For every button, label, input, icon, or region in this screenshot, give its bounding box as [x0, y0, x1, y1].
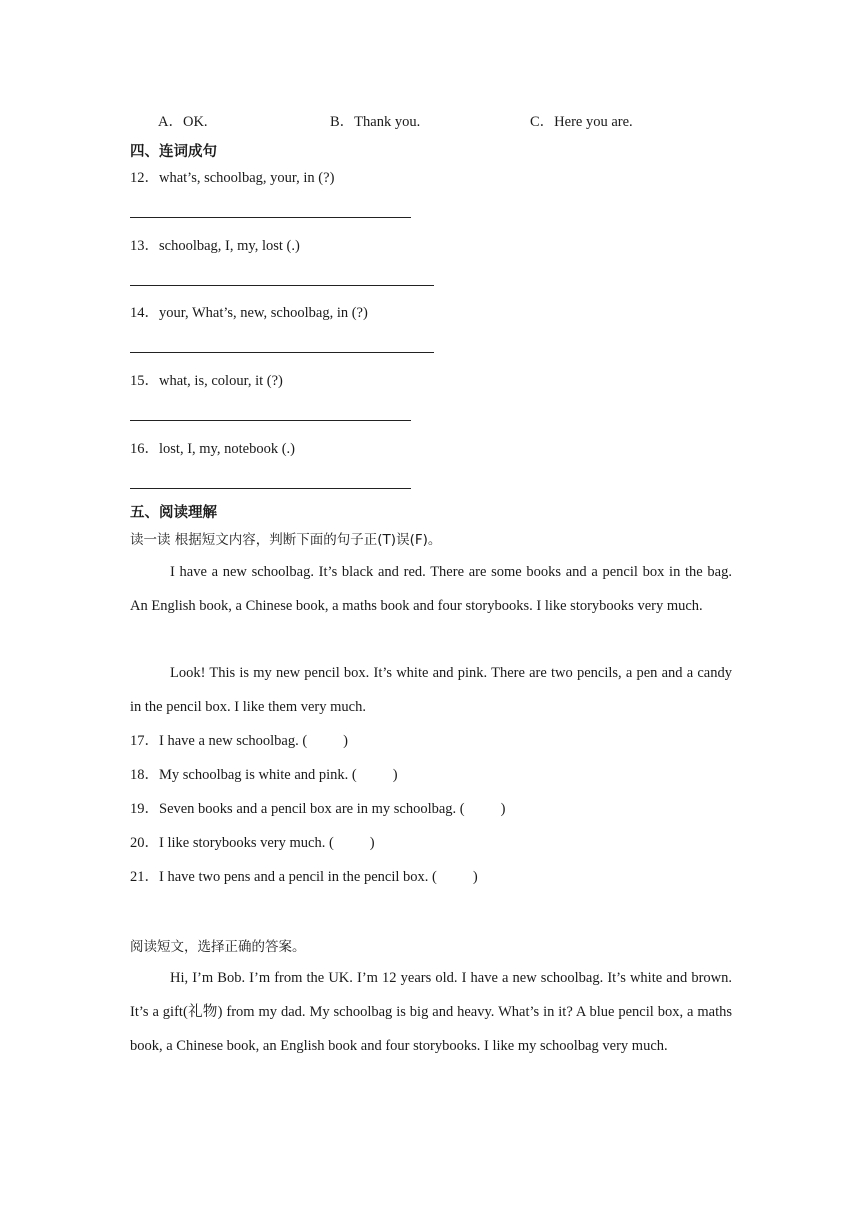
question-17-close: ) — [343, 733, 349, 749]
passage-2: Hi, I’m Bob. I’m from the UK. I’m 12 years old. I have a new schoolbag. It’s white and brown. It’s a gift(礼物) from my dad. My schoolbag is big and heavy. What’s in it? A blue pencil box, a maths book, a Chinese book, an English book and four storybooks. I like my schoolbag very much. — [130, 970, 732, 1054]
question-19-text: 19．Seven books and a pencil box are in my schoolbag. ( — [130, 801, 465, 817]
question-18-close: ) — [392, 767, 398, 783]
question-20-close: ) — [369, 835, 375, 851]
option-b: B．Thank you. — [330, 114, 421, 130]
section-4-title: 四、连词成句 — [130, 144, 217, 160]
question-19-close: ) — [500, 801, 506, 817]
question-20-text: 20．I like storybooks very much. ( — [130, 835, 334, 851]
question-21-text: 21．I have two pens and a pencil in the pencil box. ( — [130, 869, 437, 885]
instruction-true-false: 读一读 根据短文内容，判断下面的句子正(T)误(F)。 — [130, 532, 442, 548]
q14-answer-line[interactable] — [130, 352, 434, 353]
q15-answer-line[interactable] — [130, 420, 411, 421]
question-19 — [130, 800, 505, 818]
q12-prompt: 12．what’s, schoolbag, your, in (?) — [130, 170, 335, 186]
q13-prompt: 13．schoolbag, I, my, lost (.) — [130, 238, 300, 254]
q14-prompt: 14．your, What’s, new, schoolbag, in (?) — [130, 305, 368, 321]
q12-answer-line[interactable] — [130, 217, 411, 218]
passage-1-paragraph-1: I have a new schoolbag. It’s black and red. There are some books and a pencil box in the bag. An English book, a Chinese book, a maths book and four storybooks. I like storybooks very much. — [130, 564, 732, 614]
question-21 — [130, 868, 478, 886]
question-21-close: ) — [472, 869, 478, 885]
option-c: C．Here you are. — [530, 114, 633, 130]
option-a: A．OK. — [158, 114, 208, 130]
question-18 — [130, 766, 398, 784]
section-5-title: 五、阅读理解 — [130, 505, 217, 521]
question-20 — [130, 834, 375, 852]
question-17 — [130, 732, 348, 750]
q16-prompt: 16．lost, I, my, notebook (.) — [130, 441, 295, 457]
question-18-text: 18．My schoolbag is white and pink. ( — [130, 767, 357, 783]
q15-prompt: 15．what, is, colour, it (?) — [130, 373, 283, 389]
instruction-multiple-choice: 阅读短文，选择正确的答案。 — [130, 939, 306, 955]
q16-answer-line[interactable] — [130, 488, 411, 489]
question-17-text: 17．I have a new schoolbag. ( — [130, 733, 308, 749]
passage-1-paragraph-2: Look! This is my new pencil box. It’s white and pink. There are two pencils, a pen and a candy in the pencil box. I like them very much. — [130, 665, 732, 715]
q13-answer-line[interactable] — [130, 285, 434, 286]
